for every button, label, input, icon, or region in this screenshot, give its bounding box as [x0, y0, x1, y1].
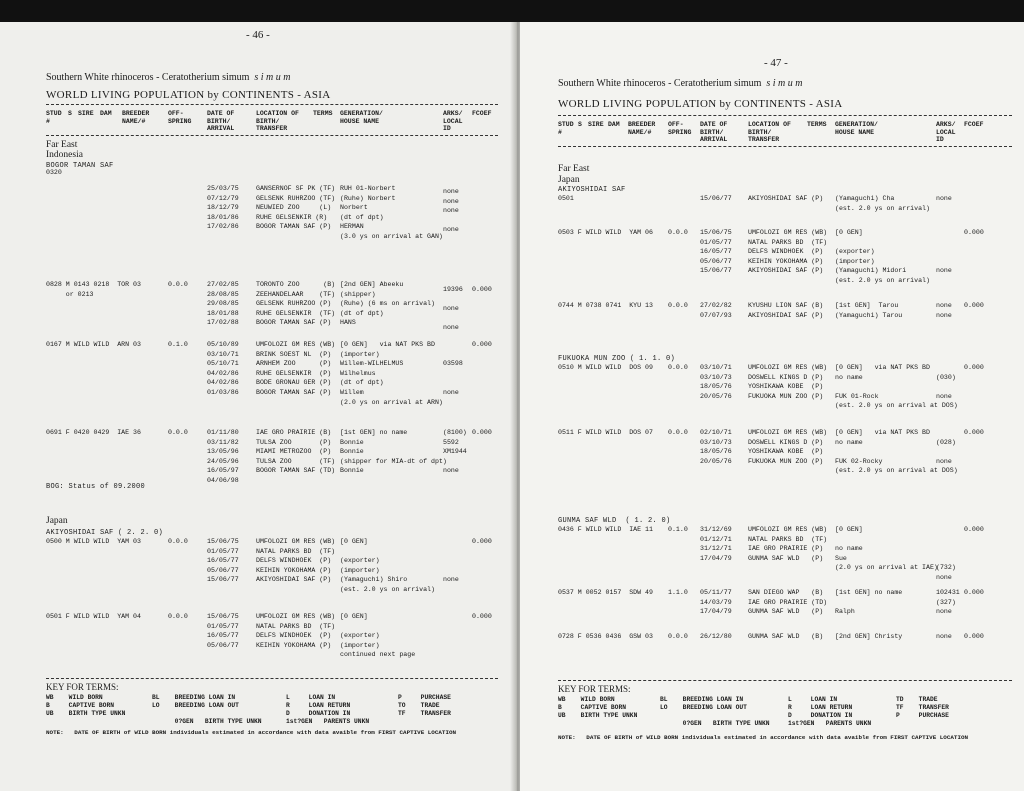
- record-arks: (8100) 5592 XM1944 none: [443, 429, 467, 475]
- record-offspring: 0.0.0: [168, 281, 188, 288]
- record-arks: none none none none: [443, 188, 459, 234]
- institution-heading: GUNMA SAF WLD ( 1. 2. 0): [558, 517, 671, 525]
- col-terms: TERMS: [313, 110, 333, 117]
- record-arks: 19396 none none: [443, 286, 463, 332]
- record-generation: [1st GEN] Tarou (Yamaguchi) Tarou: [835, 302, 903, 319]
- subspecies-name: s i m u m: [254, 72, 291, 83]
- record-generation: [0 GEN] (exporter) (importer) continued next page: [340, 613, 416, 659]
- key-column: TD TRADE TF TRANSFER P PURCHASE: [896, 696, 949, 719]
- record-ident: 0828 M 0143 0218 TOR 03 or 0213: [46, 281, 141, 298]
- record-fcoef: 0.000: [472, 286, 492, 293]
- record-locations: UMFOLOZI GM RES (WB) DOSWELL KINGS D (P) YOSHIKAWA KOBE (P) FUKUOKA MUN ZOO (P): [748, 364, 828, 400]
- record-generation: (Yamaguchi) Cha (est. 2.0 ys on arrival): [835, 195, 930, 212]
- record-locations: UMFOLOZI GM RES (WB) BRINK SOEST NL (P) ARNHEM ZOO (P) RUHE GELSENKIR (P) BODE GRONAU GER (P) BOGOR TAMAN SAF (P): [256, 341, 336, 396]
- col-terms: TERMS: [807, 121, 827, 128]
- region-heading: Far East: [558, 164, 590, 174]
- species-header: [46, 72, 291, 83]
- region-heading: Far East: [46, 140, 78, 150]
- col-sire: SIRE: [588, 121, 604, 128]
- col-arks: ARKS/ LOCAL ID: [443, 110, 463, 132]
- record-ident: 0537 M 0052 0157 SDW 49: [558, 589, 653, 596]
- record-offspring: 1.1.0: [668, 589, 688, 596]
- record-fcoef: 0.000: [964, 526, 984, 533]
- record-ident: 0744 M 0738 0741 KYU 13: [558, 302, 653, 309]
- right-page: [520, 22, 1024, 791]
- record-offspring: 0.0.0: [168, 429, 188, 436]
- country-heading: Japan: [558, 175, 580, 185]
- record-generation: [0 GEN] (exporter) (importer) (Yamaguchi) Shiro (est. 2.0 ys on arrival): [340, 538, 435, 593]
- record-arks: none: [936, 633, 952, 640]
- record-generation: [1st GEN] no name Ralph: [835, 589, 903, 616]
- col-fcoef: FCOEF: [964, 121, 984, 128]
- record-offspring: 0.0.0: [668, 302, 688, 309]
- column-rule: [558, 146, 1012, 147]
- col-date: DATE OF BIRTH/ ARRIVAL: [700, 121, 728, 143]
- record-locations: SAN DIEGO WAP (B) IAE GRO PRAIRIE (TD) GUNMA SAF WLD (P): [748, 589, 828, 616]
- record-arks: (028) none: [936, 438, 956, 465]
- col-fcoef: FCOEF: [472, 110, 492, 117]
- key-note: NOTE: DATE OF BIRTH of WILD BORN individuals estimated in accordance with data avaible from FIRST CAPTIVE LOCATION: [558, 734, 969, 741]
- key-column: L LOAN IN R LOAN RETURN D DONATION IN 1st?GEN PARENTS UNKN: [286, 694, 370, 725]
- record-ident: 0510 M WILD WILD DOS 09: [558, 364, 653, 371]
- key-rule: [558, 680, 1012, 681]
- country-heading: Japan: [46, 516, 68, 526]
- key-column: BL BREEDING LOAN IN LO BREEDING LOAN OUT 0?GEN BIRTH TYPE UNKN: [660, 696, 770, 727]
- subspecies-name: s i m u m: [766, 78, 803, 89]
- record-locations: GUNMA SAF WLD (B): [748, 633, 824, 640]
- record-ident: 0691 F 0420 0429 IAE 36: [46, 429, 141, 436]
- col-breeder: BREEDER NAME/#: [628, 121, 656, 136]
- record-arks: none: [443, 576, 459, 584]
- key-rule: [46, 678, 498, 679]
- record-generation: [0 GEN] via NAT PKS BD no name FUK 02-Rocky (est. 2.0 ys on arrival at DOS): [835, 429, 958, 475]
- col-location: LOCATION OF BIRTH/ TRANSFER: [256, 110, 299, 132]
- record-ident: 0436 F WILD WILD IAE 11: [558, 526, 653, 533]
- record-dates: 05/11/77 14/03/79 17/04/79: [700, 589, 732, 616]
- record-arks: (030) none: [936, 373, 956, 400]
- record-offspring: 0.1.0: [168, 341, 188, 348]
- record-offspring: 0.0.0: [668, 429, 688, 436]
- page-number: - 47 -: [764, 57, 788, 69]
- record-arks: 03598 none: [443, 360, 463, 396]
- status-note: BOG: Status of 09.2000: [46, 483, 146, 491]
- record-dates: 15/06/77: [700, 195, 732, 202]
- record-offspring: 0.0.0: [668, 633, 688, 640]
- col-dam: DAM: [100, 110, 112, 117]
- species-name: Southern White rhinoceros - Ceratotherium simum: [46, 72, 250, 83]
- left-page: [0, 22, 516, 791]
- species-header: [558, 78, 803, 89]
- record-generation: RUH 01-Norbert (Ruhe) Norbert Norbert (dt of dpt) HERMAN (3.0 ys on arrival at GAN): [340, 185, 443, 240]
- record-fcoef: 0.000: [472, 613, 492, 620]
- record-locations: UMFOLOZI GM RES (WB) NATAL PARKS BD (TF) IAE GRO PRAIRIE (P) GUNMA SAF WLD (P): [748, 526, 828, 562]
- key-title: KEY FOR TERMS:: [46, 682, 119, 692]
- key-note: NOTE: DATE OF BIRTH of WILD BORN individuals estimated in accordance with data avaible from FIRST CAPTIVE LOCATION: [46, 729, 457, 736]
- record-arks: none none: [936, 302, 952, 319]
- record-offspring: 0.0.0: [668, 364, 688, 371]
- record-locations: IAE GRO PRAIRIE (B) TULSA ZOO (P) MIAMI METROZOO (P) TULSA ZOO (TF) BOGOR TAMAN SAF (TD): [256, 429, 336, 475]
- col-date: DATE OF BIRTH/ ARRIVAL: [207, 110, 235, 132]
- column-rule: [46, 135, 498, 136]
- record-dates: 31/12/69 01/12/71 31/12/71 17/04/79: [700, 526, 732, 562]
- record-dates: 02/10/71 03/10/73 18/05/76 20/05/76: [700, 429, 732, 465]
- record-ident: 0728 F 0536 0436 GSW 03: [558, 633, 653, 640]
- record-dates: 03/10/71 03/10/73 18/05/76 20/05/76: [700, 364, 732, 400]
- record-locations: GANSERNOF SF PK (TF) GELSENK RUHRZOO (TF) NEUWIED ZOO (L) RUHE GELSENKIR (R) BOGOR TAMAN SAF (P): [256, 185, 336, 231]
- record-arks: none: [936, 195, 952, 202]
- record-ident: 0503 F WILD WILD YAM 06: [558, 229, 653, 236]
- institution-heading: FUKUOKA MUN ZOO ( 1. 1. 0): [558, 355, 676, 363]
- col-location: LOCATION OF BIRTH/ TRANSFER: [748, 121, 791, 143]
- record-generation: [1st GEN] no name Bonnie Bonnie (shipper for MIA-dt of dpt) Bonnie: [340, 429, 447, 475]
- record-arks: (732) none: [936, 564, 956, 581]
- country-heading: Indonesia: [46, 150, 83, 160]
- col-breeder: BREEDER NAME/#: [122, 110, 150, 125]
- record-ident: 0501 F WILD WILD YAM 04: [46, 613, 141, 620]
- record-offspring: 0.0.0: [668, 229, 688, 236]
- record-offspring: 0.0.0: [168, 613, 188, 620]
- key-column: L LOAN IN R LOAN RETURN D DONATION IN 1st?GEN PARENTS UNKN: [788, 696, 872, 727]
- col-dam: DAM: [608, 121, 620, 128]
- col-stud: STUD #: [46, 110, 62, 125]
- record-locations: UMFOLOZI GM RES (WB) NATAL PARKS BD (TF) DELFS WINDHOEK (P) KEIHIN YOKOHAMA (P): [256, 613, 336, 649]
- col-generation: GENERATION/ HOUSE NAME: [340, 110, 383, 125]
- key-column: WB WILD BORN B CAPTIVE BORN UB BIRTH TYPE UNKN: [46, 694, 126, 717]
- record-ident: 0500 M WILD WILD YAM 03: [46, 538, 141, 545]
- record-dates: 15/06/75 01/05/77 16/05/77 05/06/77 15/06/77: [207, 538, 239, 584]
- key-column: BL BREEDING LOAN IN LO BREEDING LOAN OUT 0?GEN BIRTH TYPE UNKN: [152, 694, 262, 725]
- record-locations: AKIYOSHIDAI SAF (P): [748, 195, 824, 202]
- record-generation: [2nd GEN] Christy: [835, 633, 903, 640]
- record-generation: [2nd GEN] Abeeku (shipper) (Ruhe) (6 ms on arrival) (dt of dpt) HANS: [340, 281, 435, 327]
- species-name: Southern White rhinoceros - Ceratotherium simum: [558, 78, 762, 89]
- institution-heading: BOGOR TAMAN SAF: [46, 162, 114, 170]
- col-generation: GENERATION/ HOUSE NAME: [835, 121, 878, 136]
- col-arks: ARKS/ LOCAL ID: [936, 121, 956, 143]
- key-column: WB WILD BORN B CAPTIVE BORN UB BIRTH TYPE UNKN: [558, 696, 638, 719]
- record-dates: 05/10/89 03/10/71 05/10/71 04/02/86 04/02/86 01/03/86: [207, 341, 239, 396]
- page-number: - 46 -: [246, 29, 270, 41]
- header-rule: [558, 115, 1012, 116]
- record-locations: KYUSHU LION SAF (B) AKIYOSHIDAI SAF (P): [748, 302, 824, 319]
- record-generation: [0 GEN] via NAT PKS BD no name FUK 01-Rock (est. 2.0 ys on arrival at DOS): [835, 364, 958, 410]
- record-generation: [0 GEN] via NAT PKS BD (importer) Willem-WILHELMUS Wilhelmus (dt of dpt) Willem (2.0 ys on arrival at ARN): [340, 341, 443, 406]
- record-ident: 0167 M WILD WILD ARN 03: [46, 341, 141, 348]
- record-fcoef: 0.000: [964, 429, 984, 436]
- col-offspring: OFF- SPRING: [168, 110, 192, 125]
- key-title: KEY FOR TERMS:: [558, 684, 631, 694]
- institution-heading: AKIYOSHIDAI SAF ( 2. 2. 0): [46, 529, 164, 537]
- record-fcoef: 0.000: [472, 429, 492, 436]
- record-ident: 0501: [558, 195, 574, 202]
- record-fcoef: 0.000: [964, 302, 984, 309]
- record-dates: 27/02/82 07/07/93: [700, 302, 732, 319]
- record-generation: [0 GEN] no name Sue (2.0 ys on arrival at IAE): [835, 526, 938, 572]
- key-column: P PURCHASE TO TRADE TF TRANSFER: [398, 694, 451, 717]
- record-dates: 27/02/85 28/08/85 29/08/85 18/01/88 17/02/88: [207, 281, 239, 327]
- record-dates: 15/06/75 01/05/77 16/05/77 05/06/77 15/06/77: [700, 229, 732, 275]
- record-locations: TORONTO ZOO (B) ZEEHANDELAAR (TF) GELSENK RUHRZOO (P) RUHE GELSENKIR (TF) BOGOR TAMAN SAF (P): [256, 281, 336, 327]
- population-header: WORLD LIVING POPULATION by CONTINENTS - ASIA: [558, 98, 843, 110]
- record-ident: 0320: [46, 169, 62, 176]
- record-dates: 15/06/75 01/05/77 16/05/77 05/06/77: [207, 613, 239, 649]
- record-offspring: 0.1.0: [668, 526, 688, 533]
- record-dates: 25/03/75 07/12/79 18/12/79 18/01/86 17/02/86: [207, 185, 239, 231]
- record-locations: UMFOLOZI GM RES (WB) DOSWELL KINGS D (P) YOSHIKAWA KOBE (P) FUKUOKA MUN ZOO (P): [748, 429, 828, 465]
- record-fcoef: 0.000: [964, 229, 984, 236]
- record-generation: [0 GEN] (exporter) (importer) (Yamaguchi) Midori (est. 2.0 ys on arrival): [835, 229, 930, 284]
- record-fcoef: 0.000: [964, 633, 984, 640]
- record-offspring: 0.0.0: [168, 538, 188, 545]
- institution-heading: AKIYOSHIDAI SAF: [558, 186, 626, 194]
- record-fcoef: 0.000: [964, 364, 984, 371]
- record-fcoef: 0.000: [964, 589, 984, 596]
- record-fcoef: 0.000: [472, 538, 492, 545]
- record-ident: 0511 F WILD WILD DOS 07: [558, 429, 653, 436]
- col-sex: S: [578, 121, 582, 128]
- col-sire: SIRE: [78, 110, 94, 117]
- col-sex: S: [68, 110, 72, 117]
- record-arks: 102431 (327) none: [936, 589, 960, 616]
- record-arks: none: [936, 267, 952, 275]
- record-dates: 26/12/80: [700, 633, 732, 640]
- population-header: WORLD LIVING POPULATION by CONTINENTS - ASIA: [46, 89, 331, 101]
- record-dates: 01/11/80 03/11/82 13/05/96 24/05/96 16/05/97 04/06/98: [207, 429, 239, 484]
- header-rule: [46, 104, 498, 105]
- record-fcoef: 0.000: [472, 341, 492, 348]
- record-locations: UMFOLOZI GM RES (WB) NATAL PARKS BD (TF) DELFS WINDHOEK (P) KEIHIN YOKOHAMA (P) AKIYOSHIDAI SAF (P): [256, 538, 336, 584]
- col-offspring: OFF- SPRING: [668, 121, 692, 136]
- col-stud: STUD #: [558, 121, 574, 136]
- record-locations: UMFOLOZI GM RES (WB) NATAL PARKS BD (TF) DELFS WINDHOEK (P) KEIHIN YOKOHAMA (P) AKIYOSHIDAI SAF (P): [748, 229, 828, 275]
